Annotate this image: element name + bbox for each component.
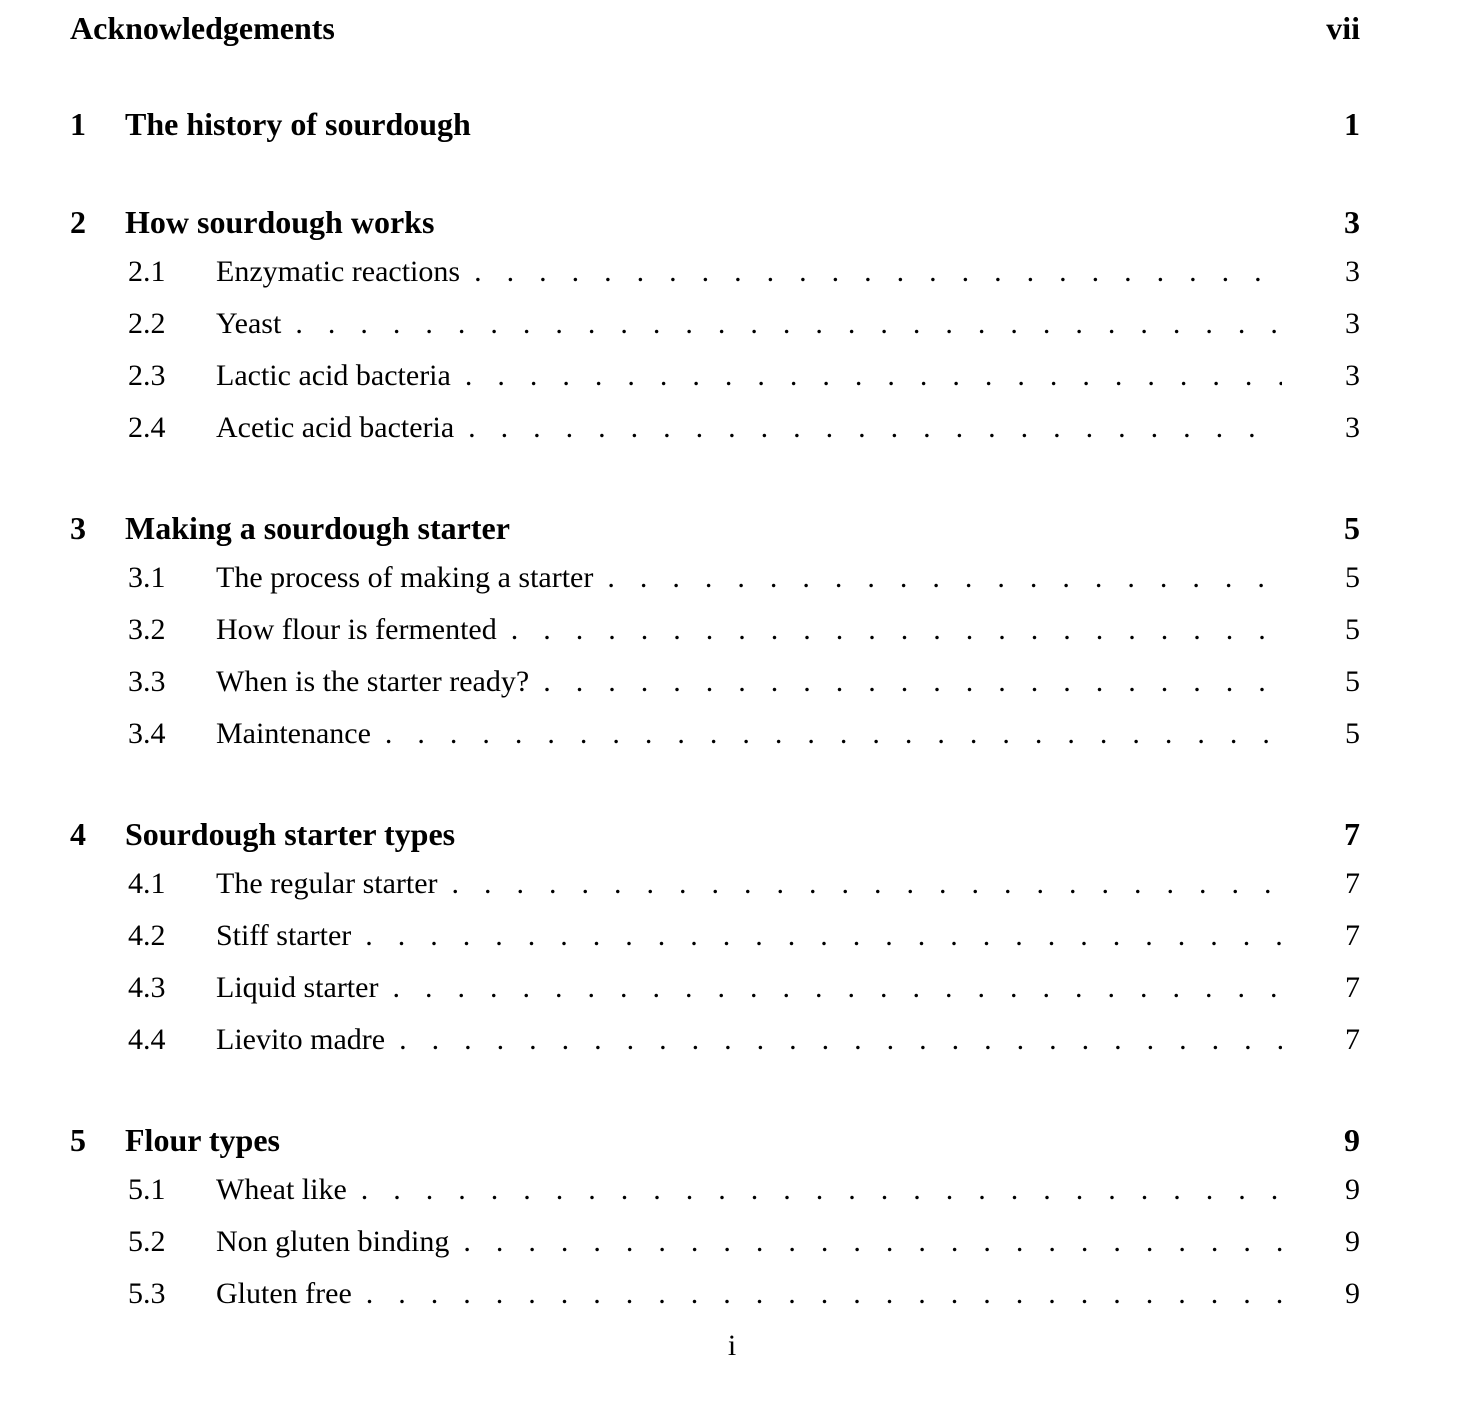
- toc-section-entry[interactable]: [70, 552, 1360, 604]
- toc-section-number: 5.1: [128, 1173, 166, 1206]
- dot-leader: [371, 708, 1282, 760]
- toc-entry-title: How sourdough works: [125, 204, 435, 240]
- toc-entry-page-number: 7: [1345, 1023, 1360, 1056]
- toc-section-number: 3.4: [128, 717, 166, 750]
- toc-section-entry[interactable]: [70, 604, 1360, 656]
- toc-chapter-entry[interactable]: [70, 504, 1360, 552]
- toc-entry-title: The history of sourdough: [125, 106, 471, 142]
- dot-leader: [378, 962, 1282, 1014]
- toc-entry-title: Stiff starter: [216, 919, 352, 952]
- leader-space: [280, 1116, 1282, 1164]
- toc-entry-title: Gluten free: [216, 1277, 352, 1310]
- leader-space: [434, 198, 1282, 246]
- toc-section-list: [70, 246, 1360, 454]
- leader-space: [335, 6, 1282, 50]
- toc-section-number: 3.2: [128, 613, 166, 646]
- toc-section-entry[interactable]: [70, 246, 1360, 298]
- toc-section-entry[interactable]: [70, 910, 1360, 962]
- toc-entry-title: When is the starter ready?: [216, 665, 530, 698]
- toc-section-list: [70, 552, 1360, 760]
- toc-entry-page-number: 3: [1345, 411, 1360, 444]
- toc-entry-title: Non gluten binding: [216, 1225, 450, 1258]
- toc-chapter-number: 1: [70, 106, 86, 142]
- toc-entry-title: Acetic acid bacteria: [216, 411, 455, 444]
- dot-leader: [281, 298, 1282, 350]
- toc-section-list: [70, 1164, 1360, 1320]
- toc-entry-title: Lievito madre: [216, 1023, 386, 1056]
- dot-leader: [438, 858, 1282, 910]
- toc-chapter-group: [70, 100, 1360, 148]
- dot-leader: [449, 1216, 1282, 1268]
- toc-entry-title: Making a sourdough starter: [125, 510, 510, 546]
- toc-section-entry[interactable]: [70, 858, 1360, 910]
- toc-entry-page-number: 3: [1345, 307, 1360, 340]
- toc-section-number: 2.2: [128, 307, 166, 340]
- toc-chapter-number: 3: [70, 510, 86, 546]
- toc-frontmatter-list: [70, 6, 1360, 50]
- toc-chapter-group: [70, 504, 1360, 760]
- toc-chapter-entry[interactable]: [70, 100, 1360, 148]
- toc-entry-page-number: 9: [1344, 1122, 1360, 1158]
- toc-entry-page-number: 7: [1345, 971, 1360, 1004]
- toc-entry-title: Wheat like: [216, 1173, 347, 1206]
- toc-entry-title: Flour types: [125, 1122, 280, 1158]
- toc-section-number: 2.4: [128, 411, 166, 444]
- leader-space: [510, 504, 1282, 552]
- toc-chapter-number: 2: [70, 204, 86, 240]
- toc-section-number: 4.4: [128, 1023, 166, 1056]
- toc-entry-title: Maintenance: [216, 717, 371, 750]
- toc-section-entry[interactable]: [70, 1268, 1360, 1320]
- toc-entry-page-number: vii: [1326, 10, 1360, 46]
- toc-entry-title: Lactic acid bacteria: [216, 359, 451, 392]
- toc-entry-page-number: 5: [1345, 561, 1360, 594]
- toc-entry-page-number: 3: [1345, 359, 1360, 392]
- toc-chapter-group: [70, 1116, 1360, 1320]
- toc-section-entry[interactable]: [70, 350, 1360, 402]
- dot-leader: [385, 1014, 1282, 1066]
- toc-section-number: 4.2: [128, 919, 166, 952]
- dot-leader: [593, 552, 1282, 604]
- toc-entry-page-number: 3: [1344, 204, 1360, 240]
- toc-section-number: 2.1: [128, 255, 166, 288]
- toc-section-number: 5.2: [128, 1225, 166, 1258]
- toc-entry-title: Sourdough starter types: [125, 816, 456, 852]
- toc-section-entry[interactable]: [70, 656, 1360, 708]
- dot-leader: [347, 1164, 1282, 1216]
- toc-section-entry[interactable]: [70, 708, 1360, 760]
- toc-section-entry[interactable]: [70, 298, 1360, 350]
- toc-section-number: 2.3: [128, 359, 166, 392]
- dot-leader: [497, 604, 1282, 656]
- toc-chapter-entry[interactable]: [70, 198, 1360, 246]
- toc-entry-title: Liquid starter: [216, 971, 379, 1004]
- toc-entry-title: Yeast: [216, 307, 282, 340]
- toc-chapter-entry[interactable]: [70, 810, 1360, 858]
- toc-entry-page-number: 7: [1345, 919, 1360, 952]
- dot-leader: [454, 402, 1282, 454]
- dot-leader: [451, 350, 1282, 402]
- toc-section-number: 4.3: [128, 971, 166, 1004]
- toc-chapter-list: [70, 100, 1360, 1320]
- toc-frontmatter-entry[interactable]: [70, 6, 1360, 50]
- toc-section-entry[interactable]: [70, 402, 1360, 454]
- toc-section-entry[interactable]: [70, 1216, 1360, 1268]
- toc-entry-page-number: 9: [1345, 1173, 1360, 1206]
- toc-section-number: 4.1: [128, 867, 166, 900]
- toc-chapter-group: [70, 198, 1360, 454]
- toc-entry-title: The regular starter: [216, 867, 438, 900]
- dot-leader: [529, 656, 1282, 708]
- toc-entry-title: Acknowledgements: [70, 10, 335, 46]
- toc-entry-page-number: 7: [1345, 867, 1360, 900]
- toc-section-entry[interactable]: [70, 1164, 1360, 1216]
- toc-entry-title: The process of making a starter: [216, 561, 594, 594]
- toc-chapter-group: [70, 810, 1360, 1066]
- toc-entry-page-number: 5: [1345, 665, 1360, 698]
- toc-section-number: 3.3: [128, 665, 166, 698]
- dot-leader: [351, 910, 1282, 962]
- leader-space: [471, 100, 1282, 148]
- toc-entry-title: Enzymatic reactions: [216, 255, 461, 288]
- dot-leader: [460, 246, 1282, 298]
- toc-chapter-number: 5: [70, 1122, 86, 1158]
- toc-entry-page-number: 5: [1344, 510, 1360, 546]
- toc-entry-page-number: 7: [1344, 816, 1360, 852]
- toc-section-number: 3.1: [128, 561, 166, 594]
- dot-leader: [352, 1268, 1282, 1320]
- toc-entry-page-number: 9: [1345, 1277, 1360, 1310]
- leader-space: [455, 810, 1282, 858]
- toc-entry-page-number: 3: [1345, 255, 1360, 288]
- toc-entry-page-number: 5: [1345, 717, 1360, 750]
- toc-section-list: [70, 858, 1360, 1066]
- toc-entry-page-number: 1: [1344, 106, 1360, 142]
- toc-entry-page-number: 5: [1345, 613, 1360, 646]
- page-footer-number: i: [727, 1329, 737, 1362]
- toc-chapter-number: 4: [70, 816, 86, 852]
- toc-entry-page-number: 9: [1345, 1225, 1360, 1258]
- toc-chapter-entry[interactable]: [70, 1116, 1360, 1164]
- toc-section-number: 5.3: [128, 1277, 166, 1310]
- toc-entry-title: How flour is fermented: [216, 613, 497, 646]
- toc-section-entry[interactable]: [70, 1014, 1360, 1066]
- toc-section-entry[interactable]: [70, 962, 1360, 1014]
